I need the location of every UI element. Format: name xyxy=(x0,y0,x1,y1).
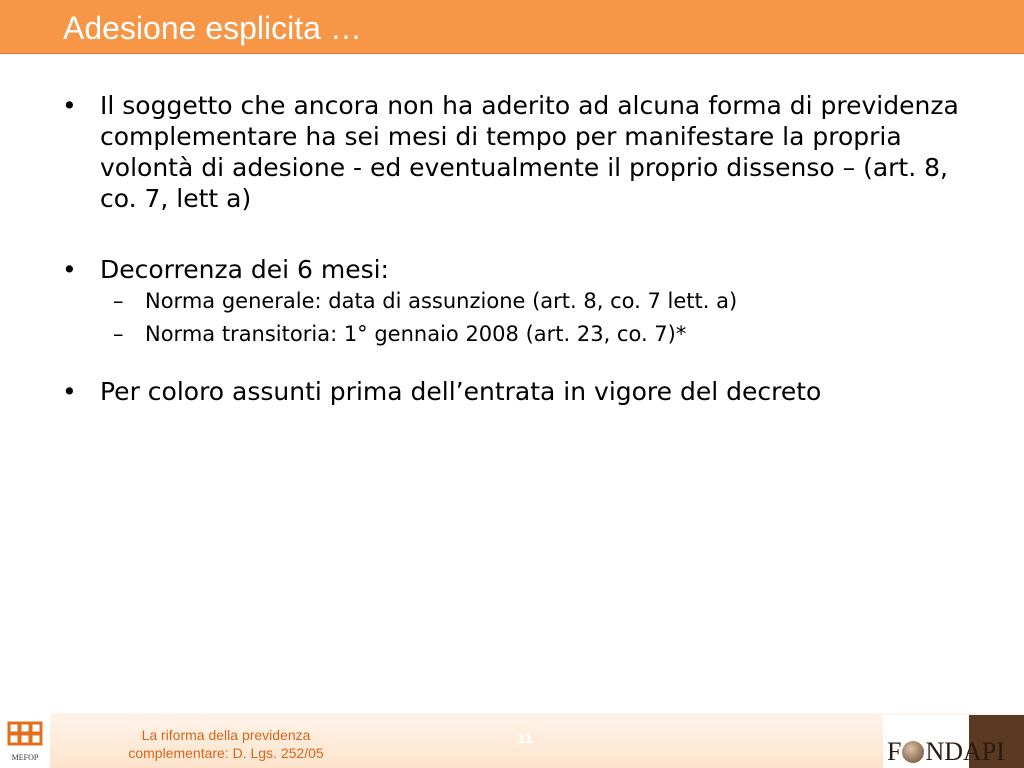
footer-caption-line2: complementare: D. Lgs. 252/05 xyxy=(128,745,324,761)
fondapi-logo xyxy=(883,715,1024,768)
bullet-item xyxy=(62,376,962,407)
title-bar xyxy=(0,0,1024,54)
bullet-text: Il soggetto che ancora non ha aderito ad alcuna forma di previdenza complementare ha sei mesi di tempo per manifestare la propria volontà di adesione - ed eventualmente il proprio dissenso – (art. 8, co. 7, lett a) xyxy=(100,91,959,213)
sub-bullet-marker: – xyxy=(113,322,124,346)
bullet-marker: • xyxy=(62,255,77,284)
fondapi-logo-text-right: NDAPI xyxy=(925,737,1005,766)
page-number: 11 xyxy=(517,730,533,747)
bullet-item xyxy=(62,90,962,214)
slide-title: Adesione esplicita … xyxy=(63,10,362,46)
slide-footer xyxy=(0,713,1024,768)
footer-caption-line1: La riforma della previdenza xyxy=(141,727,311,743)
bullet-item xyxy=(62,254,962,285)
sub-bullet-item xyxy=(62,285,962,318)
mefop-logo-area xyxy=(0,713,50,768)
fondapi-logo-text-left: F xyxy=(887,737,902,766)
bullet-marker: • xyxy=(62,377,77,406)
fondapi-logo-text xyxy=(887,737,1005,767)
footer-caption xyxy=(96,726,356,762)
bullet-text: Per coloro assunti prima dell’entrata in vigore del decreto xyxy=(100,377,822,406)
sub-bullet-text: Norma generale: data di assunzione (art. 8, co. 7 lett. a) xyxy=(145,289,738,313)
bullet-marker: • xyxy=(62,91,77,120)
bullet-text: Decorrenza dei 6 mesi: xyxy=(100,255,389,284)
coin-icon xyxy=(902,741,924,763)
sub-bullet-item xyxy=(62,318,962,351)
mefop-logo-text: MEFOP xyxy=(11,753,39,762)
sub-bullet-marker: – xyxy=(113,289,124,313)
slide-content xyxy=(62,90,962,407)
sub-bullet-text: Norma transitoria: 1° gennaio 2008 (art. 23, co. 7)* xyxy=(145,322,687,346)
